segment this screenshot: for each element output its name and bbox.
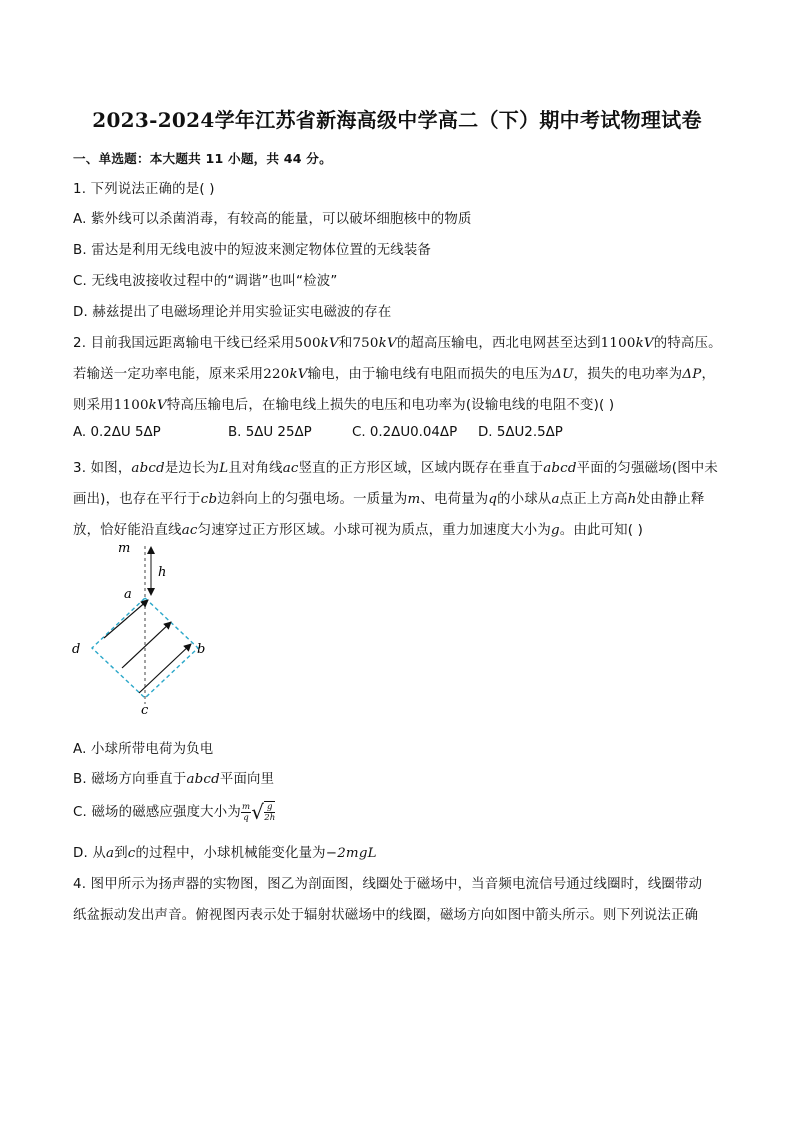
fraction-m-over-q: $\frac{m}{q}$ [241, 801, 251, 823]
q3-line-2: 画出)，也存在平行于cb边斜向上的匀强电场。一质量为m、电荷量为q的小球从a点正上方高h处由静止释 [73, 492, 705, 507]
q3-option-d: D. 从a到c的过程中，小球机械能变化量为−2mgL [73, 846, 377, 861]
q3-figure [66, 538, 226, 718]
q2-option-a: A. 0.2ΔU 5ΔP [73, 425, 161, 440]
q2-option-b: B. 5ΔU 25ΔP [228, 425, 312, 440]
field-arrow-1 [104, 600, 148, 638]
label-m: m [118, 541, 131, 556]
field-arrow-3 [139, 644, 191, 693]
q2-option-c: C. 0.2ΔU0.04ΔP [352, 425, 458, 440]
q1-option-d: D. 赫兹提出了电磁场理论并用实验证实电磁波的存在 [73, 305, 392, 320]
field-arrow-2 [122, 622, 171, 668]
q2-line-2: 若输送一定功率电能，原来采用220kV输电，由于输电线有电阻而损失的电压为ΔU，损失的电功率为ΔP， [73, 367, 716, 382]
q1-stem: 1. 下列说法正确的是( ) [73, 182, 215, 197]
sqrt-g-over-2h: √ $\frac{g}{2h}$ [251, 800, 276, 824]
q4-line-1: 4. 图甲所示为扬声器的实物图，图乙为剖面图，线圈处于磁场中，当音频电流信号通过线圈时，线圈带动 [73, 877, 703, 892]
q3-option-c: C. 磁场的磁感应强度大小为 $\frac{m}{q}$ √ $\frac{g}{2h}$ [73, 800, 276, 824]
q3-option-b: B. 磁场方向垂直于abcd平面向里 [73, 772, 275, 787]
section-heading: 一、单选题：本大题共 11 小题，共 44 分。 [73, 151, 332, 166]
q2-option-d: D. 5ΔU2.5ΔP [478, 425, 563, 440]
label-a: a [124, 587, 132, 602]
page-title: 2023-2024学年江苏省新海高级中学高二（下）期中考试物理试卷 [92, 108, 702, 132]
q3-line-3: 放，恰好能沿直线ac匀速穿过正方形区域。小球可视为质点，重力加速度大小为g。由此可知( ) [73, 523, 644, 538]
label-h: h [158, 565, 167, 580]
q3-option-a: A. 小球所带电荷为负电 [73, 742, 214, 757]
q4-line-2: 纸盆振动发出声音。俯视图丙表示处于辐射状磁场中的线圈，磁场方向如图中箭头所示。则下列说法正确 [73, 908, 699, 923]
height-h-arrowhead-bottom [147, 588, 155, 596]
q1-option-c: C. 无线电波接收过程中的“调谐”也叫“检波” [73, 274, 338, 289]
q2-line-1: 2. 目前我国远距离输电干线已经采用500kV和750kV的超高压输电，西北电网甚至达到1100kV的特高压。 [73, 336, 722, 351]
height-h-arrowhead-top [147, 546, 155, 554]
q1-option-b: B. 雷达是利用无线电波中的短波来测定物体位置的无线装备 [73, 243, 432, 258]
label-d: d [72, 642, 81, 657]
label-b: b [197, 642, 206, 657]
q1-option-a: A. 紫外线可以杀菌消毒，有较高的能量，可以破坏细胞核中的物质 [73, 212, 472, 227]
label-c: c [141, 703, 149, 718]
q2-line-3: 则采用1100kV特高压输电后，在输电线上损失的电压和电功率为(设输电线的电阻不变)( ) [73, 398, 615, 413]
q3-line-1: 3. 如图，abcd是边长为L且对角线ac竖直的正方形区域，区域内既存在垂直于abcd平面的匀强磁场(图中未 [73, 461, 718, 476]
